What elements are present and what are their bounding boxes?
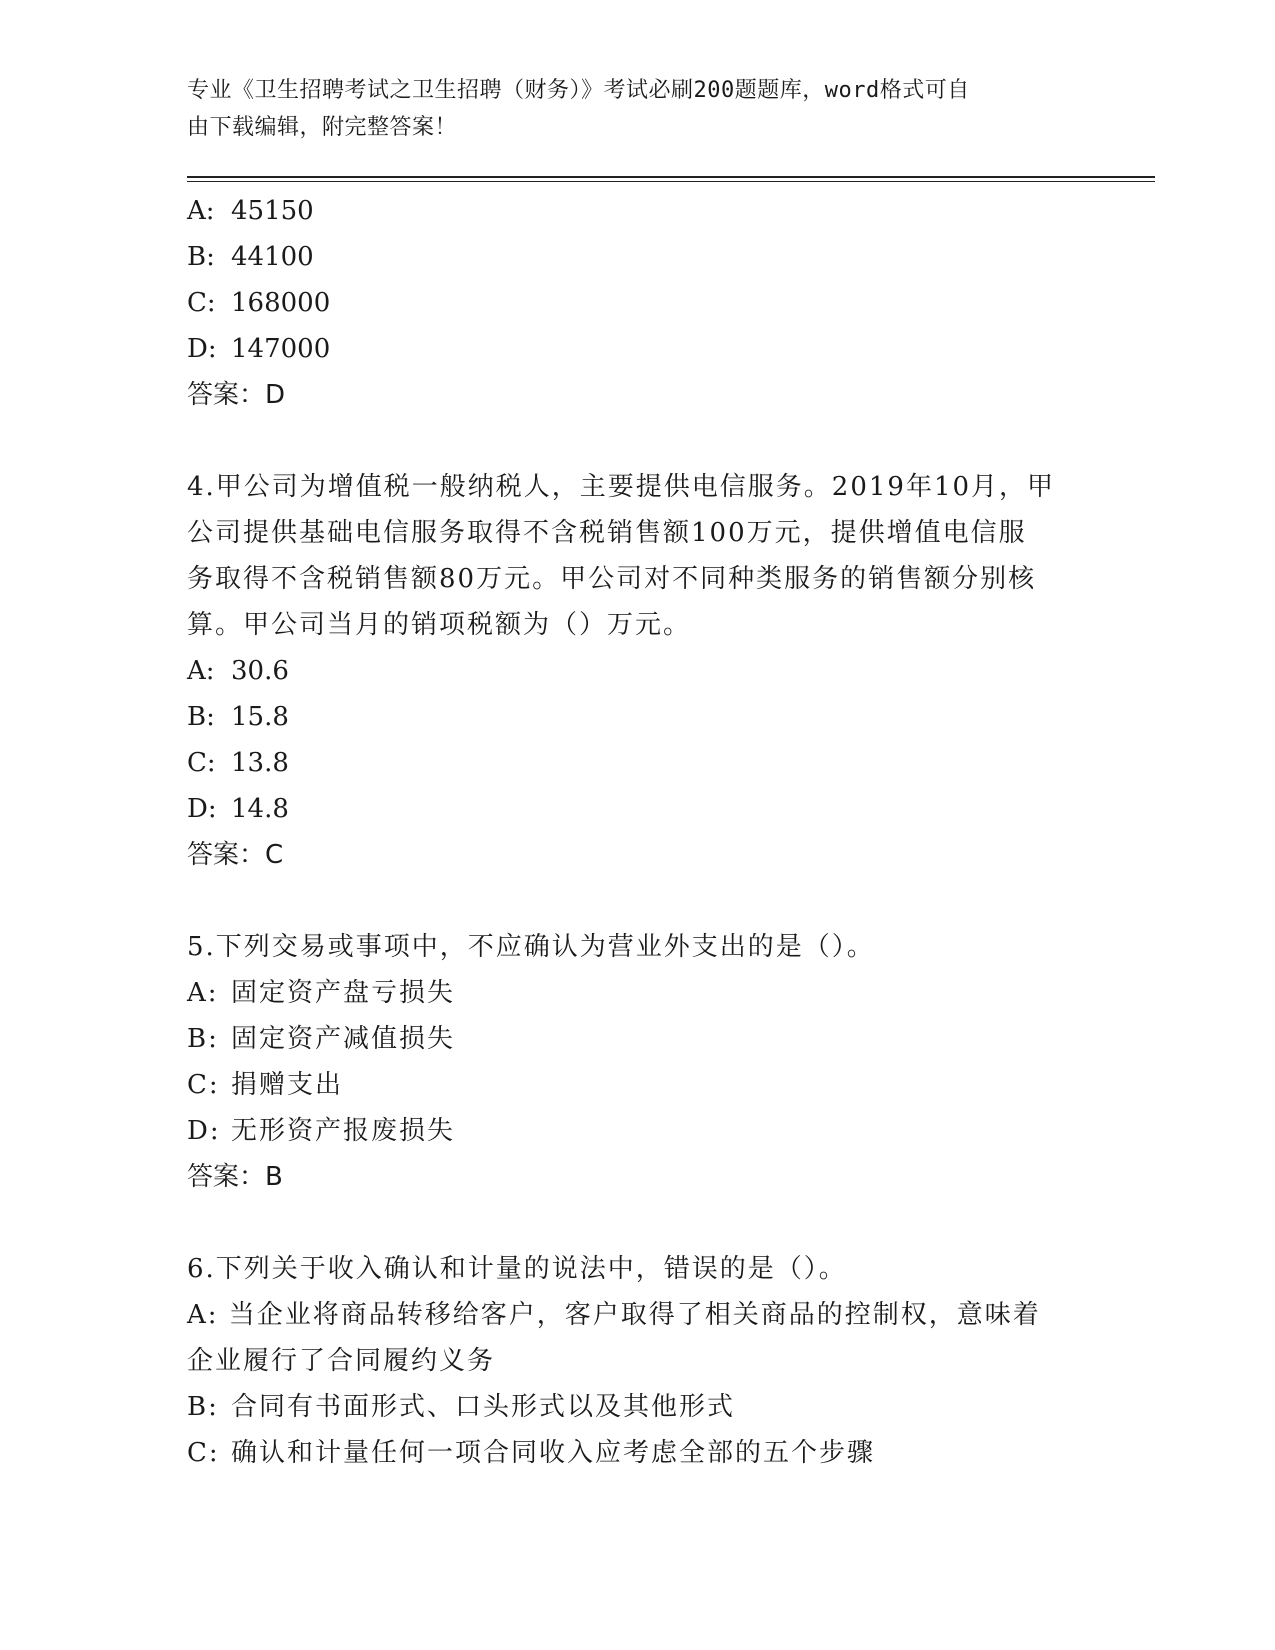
question-text-line: 算。甲公司当月的销项税额为（）万元。 — [187, 610, 692, 640]
question-text-line: 公司提供基础电信服务取得不含税销售额100万元，提供增值电信服 — [187, 518, 1027, 548]
question-text-line: 5.下列交易或事项中，不应确认为营业外支出的是（）。 — [187, 932, 875, 962]
option-a: A: 30.6 — [187, 656, 289, 686]
header-line-1: 专业《卫生招聘考试之卫生招聘（财务）》考试必刷200题题库，word格式可自 — [187, 78, 970, 103]
question-text-line: 务取得不含税销售额80万元。甲公司对不同种类服务的销售额分别核 — [187, 564, 1037, 594]
option-d: D: 无形资产报废损失 — [187, 1116, 456, 1146]
option-a: A: 45150 — [187, 196, 314, 226]
answer-label: 答案：B — [187, 1162, 283, 1192]
option-a-line-1: A: 当企业将商品转移给客户，客户取得了相关商品的控制权，意味着 — [187, 1300, 1041, 1330]
spacer — [187, 1200, 1087, 1246]
question-text-line: 4.甲公司为增值税一般纳税人，主要提供电信服务。2019年10月，甲 — [187, 472, 1056, 502]
question-3 — [187, 188, 1087, 418]
option-c: C: 确认和计量任何一项合同收入应考虑全部的五个步骤 — [187, 1438, 876, 1468]
answer-label: 答案：D — [187, 380, 286, 410]
header-divider — [187, 176, 1155, 182]
option-d: D: 14.8 — [187, 794, 289, 824]
question-text-line: 6.下列关于收入确认和计量的说法中，错误的是（）。 — [187, 1254, 847, 1284]
option-a-line-2: 企业履行了合同履约义务 — [187, 1346, 496, 1376]
option-b: B: 44100 — [187, 242, 314, 272]
option-b: B: 固定资产减值损失 — [187, 1024, 456, 1054]
option-b: B: 15.8 — [187, 702, 289, 732]
question-5 — [187, 924, 1087, 1200]
header-line-2: 由下载编辑，附完整答案！ — [187, 115, 458, 140]
option-a: A: 固定资产盘亏损失 — [187, 978, 456, 1008]
option-c: C: 13.8 — [187, 748, 289, 778]
spacer — [187, 878, 1087, 924]
answer-label: 答案：C — [187, 840, 284, 870]
spacer — [187, 418, 1087, 464]
option-b: B: 合同有书面形式、口头形式以及其他形式 — [187, 1392, 736, 1422]
question-4 — [187, 464, 1087, 878]
question-content — [187, 188, 1087, 1476]
option-c: C: 168000 — [187, 288, 331, 318]
question-6 — [187, 1246, 1087, 1476]
option-c: C: 捐赠支出 — [187, 1070, 344, 1100]
option-d: D: 147000 — [187, 334, 331, 364]
document-header — [187, 72, 1077, 146]
